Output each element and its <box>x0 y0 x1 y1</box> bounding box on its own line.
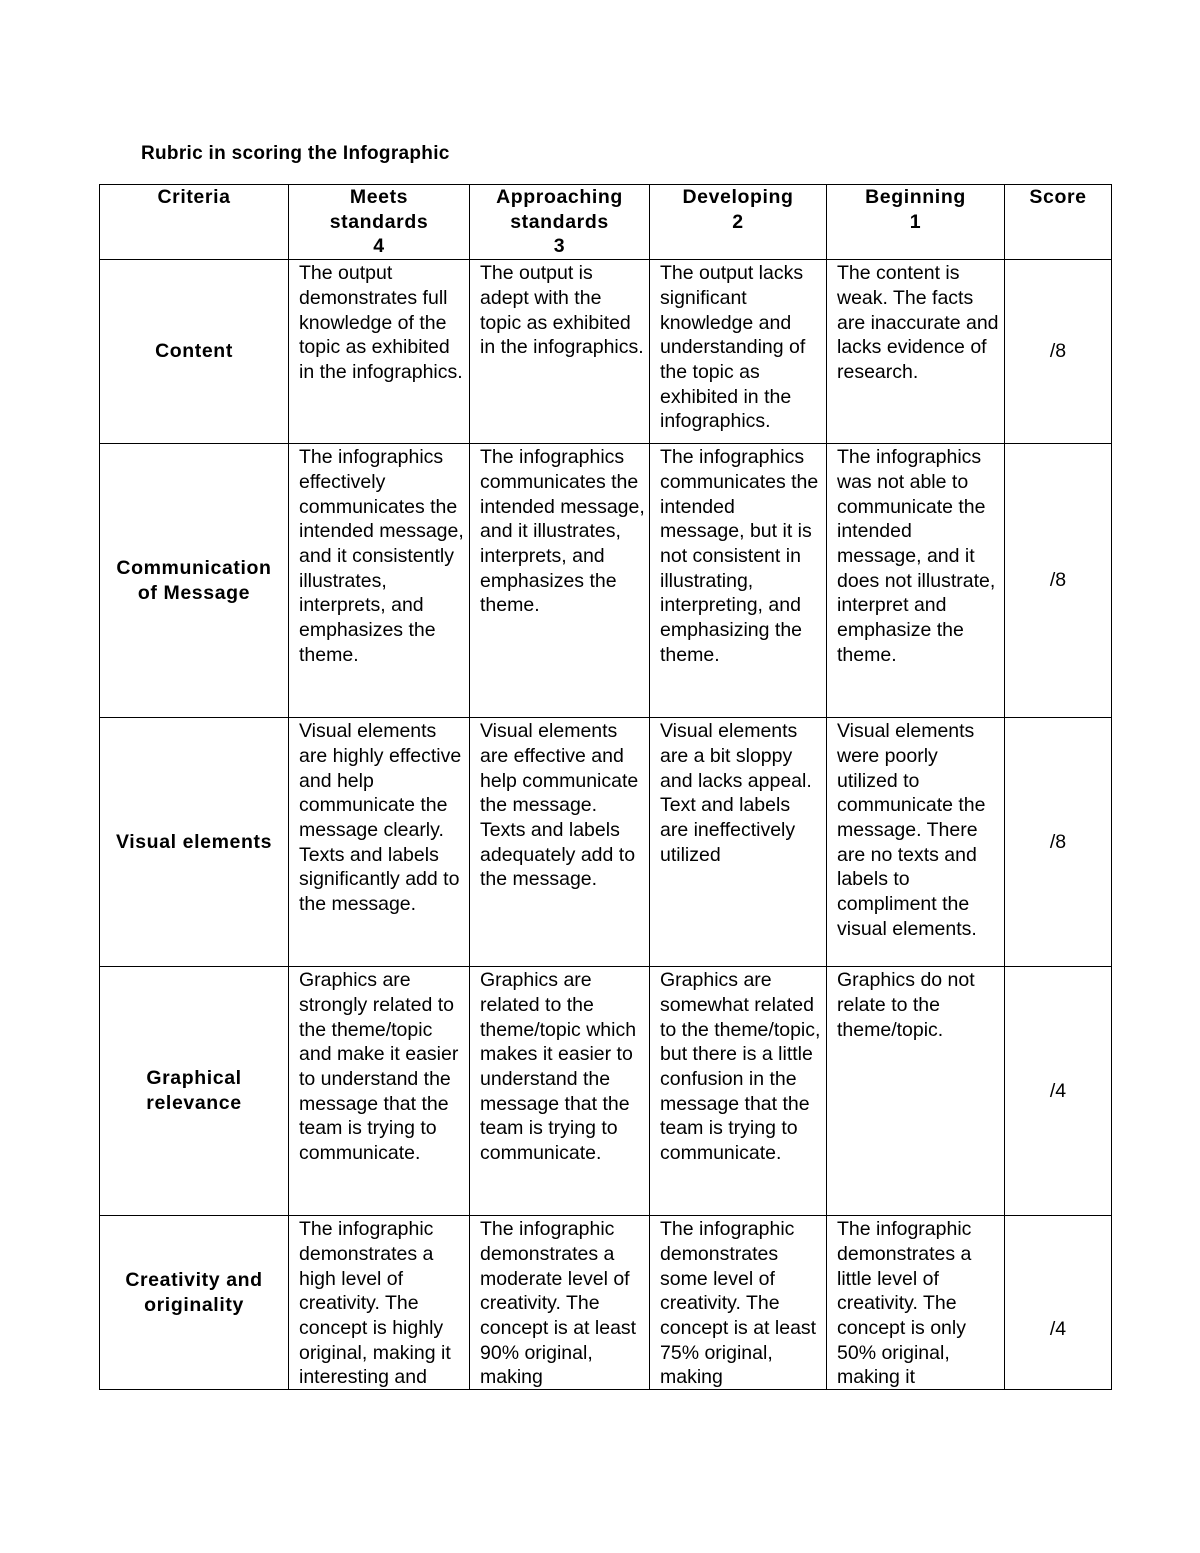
criterion-label-line1: Communication <box>116 556 272 579</box>
approaching-cell <box>470 967 650 1216</box>
header-meets-line2: standards <box>329 210 429 233</box>
score-value: /4 <box>1049 1079 1067 1102</box>
criterion-cell <box>100 967 289 1216</box>
developing-cell <box>650 444 827 718</box>
header-row <box>100 185 1112 260</box>
header-criteria-label: Criteria <box>157 186 231 208</box>
header-developing <box>650 185 827 260</box>
score-cell <box>1005 967 1112 1216</box>
approaching-cell <box>470 1216 650 1390</box>
developing-cell <box>650 260 827 444</box>
criterion-label-line1: Creativity and <box>125 1269 263 1292</box>
criterion-label-line2: originality <box>144 1293 244 1316</box>
table-row <box>100 967 1112 1216</box>
header-approaching-line3: 3 <box>553 235 566 258</box>
approaching-text: The infographic demonstrates a moderate level of creativity. The concept is at least 90% original, making <box>480 1218 637 1389</box>
meets-text: The infographics effectively communicates the intended message, and it consistently illustrates, interprets, and emphasizes the theme. <box>299 446 464 666</box>
beginning-cell <box>827 1216 1005 1390</box>
meets-cell <box>289 1216 470 1390</box>
header-beginning-line1: Beginning <box>865 186 966 208</box>
approaching-cell <box>470 718 650 967</box>
header-meets <box>289 185 470 260</box>
header-meets-line3: 4 <box>373 235 385 258</box>
criterion-label-line2: relevance <box>146 1092 242 1115</box>
table-row <box>100 718 1112 967</box>
meets-cell <box>289 260 470 444</box>
document-title: Rubric in scoring the Infographic <box>141 143 450 164</box>
score-cell <box>1005 260 1112 444</box>
meets-text: The infographic demonstrates a high level of creativity. The concept is highly original, making it interesting and <box>299 1218 451 1389</box>
developing-text: The infographic demonstrates some level of creativity. The concept is at least 75% original, making <box>660 1218 817 1389</box>
criterion-label: Content <box>155 340 233 363</box>
table-row <box>100 260 1112 444</box>
table-row <box>100 444 1112 718</box>
approaching-text: Graphics are related to the theme/topic which makes it easier to understand the message that the team is trying to communicate. <box>480 969 637 1165</box>
meets-cell <box>289 718 470 967</box>
developing-cell <box>650 718 827 967</box>
header-approaching-line1: Approaching <box>496 186 623 208</box>
beginning-text: Visual elements were poorly utilized to communicate the message. There are no texts and labels to compliment the visual elements. <box>837 720 986 940</box>
beginning-cell <box>827 444 1005 718</box>
meets-cell <box>289 967 470 1216</box>
score-cell <box>1005 1216 1112 1390</box>
meets-text: Graphics are strongly related to the theme/topic and make it easier to understand the message that the team is trying to communicate. <box>299 969 459 1165</box>
score-value: /8 <box>1049 830 1067 853</box>
criterion-cell <box>100 260 289 444</box>
beginning-cell <box>827 260 1005 444</box>
header-meets-line1: Meets <box>349 186 409 208</box>
header-approaching-line2: standards <box>510 210 609 233</box>
developing-text: Visual elements are a bit sloppy and lacks appeal. Text and labels are ineffectively utilized <box>660 720 812 866</box>
header-developing-line1: Developing <box>682 186 794 208</box>
approaching-text: Visual elements are effective and help communicate the message. Texts and labels adequately add to the message. <box>480 720 639 891</box>
header-beginning-line2: 1 <box>909 210 922 233</box>
developing-text: Graphics are somewhat related to the theme/topic, but there is a little confusion in the message that the team is trying to communicate. <box>660 969 821 1165</box>
rubric-table <box>99 184 1112 1390</box>
beginning-text: The infographics was not able to communicate the intended message, and it does not illustrate, interpret and emphasize the theme. <box>837 446 996 666</box>
developing-text: The output lacks significant knowledge and understanding of the topic as exhibited in the infographics. <box>660 262 806 433</box>
header-developing-line2: 2 <box>732 210 744 233</box>
beginning-cell <box>827 718 1005 967</box>
meets-text: Visual elements are highly effective and help communicate the message clearly. Texts and labels significantly add to the message. <box>299 720 462 916</box>
score-value: /8 <box>1049 569 1067 592</box>
criterion-label-line2: of Message <box>137 581 251 604</box>
meets-text: The output demonstrates full knowledge of the topic as exhibited in the infographics. <box>299 262 463 383</box>
score-cell <box>1005 444 1112 718</box>
beginning-text: Graphics do not relate to the theme/topic. <box>837 969 975 1041</box>
header-score-label: Score <box>1029 186 1087 208</box>
score-value: /4 <box>1049 1318 1067 1341</box>
criterion-cell <box>100 718 289 967</box>
header-beginning <box>827 185 1005 260</box>
criterion-cell <box>100 1216 289 1390</box>
criterion-cell <box>100 444 289 718</box>
criterion-label: Visual elements <box>115 830 273 853</box>
meets-cell <box>289 444 470 718</box>
approaching-cell <box>470 260 650 444</box>
beginning-cell <box>827 967 1005 1216</box>
approaching-text: The infographics communicates the intended message, and it illustrates, interprets, and emphasizes the theme. <box>480 446 645 617</box>
developing-cell <box>650 1216 827 1390</box>
header-criteria <box>100 185 289 260</box>
approaching-text: The output is adept with the topic as exhibited in the infographics. <box>480 262 644 359</box>
header-approaching <box>470 185 650 260</box>
beginning-text: The infographic demonstrates a little level of creativity. The concept is only 50% original, making it <box>837 1218 972 1389</box>
table-row <box>100 1216 1112 1390</box>
developing-text: The infographics communicates the intended message, but it is not consistent in illustrating, interpreting, and emphasizing the theme. <box>660 446 819 666</box>
developing-cell <box>650 967 827 1216</box>
score-cell <box>1005 718 1112 967</box>
approaching-cell <box>470 444 650 718</box>
beginning-text: The content is weak. The facts are inaccurate and lacks evidence of research. <box>837 262 999 383</box>
header-score <box>1005 185 1112 260</box>
criterion-label-line1: Graphical <box>146 1067 242 1090</box>
score-value: /8 <box>1049 340 1067 363</box>
